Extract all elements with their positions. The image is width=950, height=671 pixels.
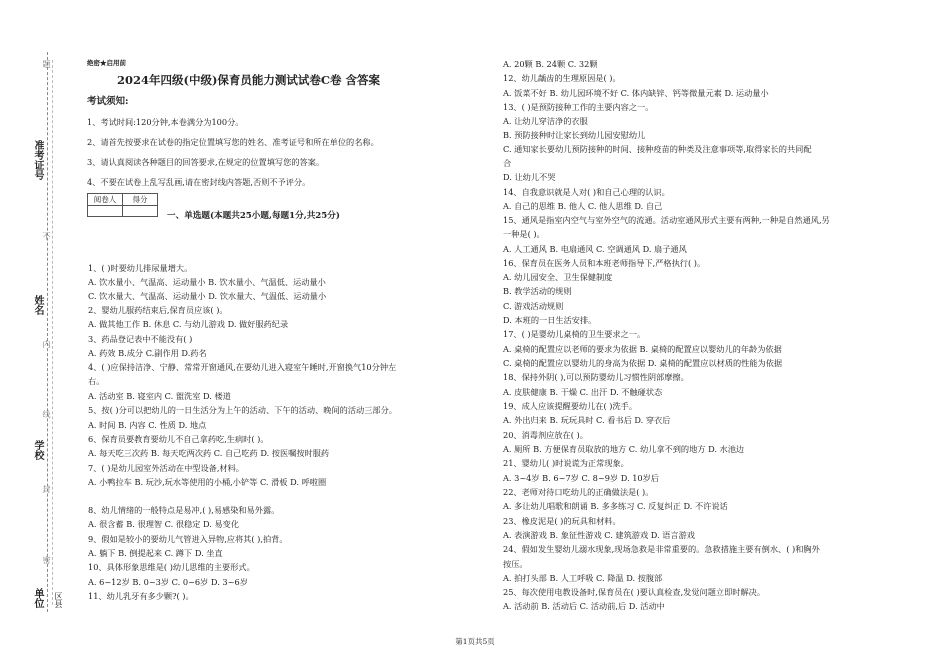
question-line: A. 时间 B. 内容 C. 性质 D. 地点 bbox=[88, 420, 207, 430]
question-line: A. 自己的思维 B. 他人 C. 他人思维 D. 自己 bbox=[503, 201, 663, 211]
question-line: 13、( )是预防接种工作的主要内容之一。 bbox=[503, 102, 654, 112]
question-line: A. 活动前 B. 活动后 C. 活动前,后 D. 活动中 bbox=[503, 601, 665, 611]
question-line: C. 桌椅的配置应以婴幼儿的身高为依据 D. 桌椅的配置应以材质的性能为依据 bbox=[503, 358, 783, 368]
question-line: B. 教学活动的规则 bbox=[503, 286, 572, 296]
question-line: 21、婴幼儿( )时说谎为正常现象。 bbox=[503, 458, 629, 468]
question-line: 6、保育员要教育要幼儿不自己拿药吃,生病时( )。 bbox=[88, 434, 269, 444]
question-line: C. 通知家长要幼儿预防接种的时间、接种疫苗的种类及注意事项等,取得家长的共同配 bbox=[503, 144, 812, 154]
question-line: 23、橡皮泥是( )的玩具和材料。 bbox=[503, 516, 621, 526]
question-line: 24、假如发生婴幼儿溺水现象,现场急救是非常重要的。急救措施主要有倒水、( )和胸外 bbox=[503, 544, 820, 554]
question-line: A. 饮水量小、气温高、运动量小 B. 饮水量小、气温低、运动量小 bbox=[88, 277, 326, 287]
question-line: A. 药效 B.成分 C.副作用 D.药名 bbox=[88, 348, 207, 358]
binding-mark: 封 bbox=[42, 485, 51, 493]
notice-item: 4、不要在试卷上乱写乱画,请在密封线内答题,否则不予评分。 bbox=[87, 177, 311, 187]
question-line: 11、幼儿乳牙有多少颗?( )。 bbox=[88, 591, 194, 601]
question-line: A. 每天吃三次药 B. 每天吃两次药 C. 自己吃药 D. 按医嘱按时服药 bbox=[88, 448, 330, 458]
question-line: 合 bbox=[503, 158, 512, 168]
question-line: A. 饭菜不好 B. 幼儿园环境不好 C. 体内缺锌、钙等微量元素 D. 运动量小 bbox=[503, 88, 769, 98]
binding-mark: 不 bbox=[42, 232, 51, 240]
exam-title: 2024年四级(中级)保育员能力测试试卷C卷 含答案 bbox=[117, 73, 381, 87]
question-line: 按压。 bbox=[503, 559, 528, 569]
question-line: 一种是( )。 bbox=[503, 229, 545, 239]
notice-heading: 考试须知: bbox=[87, 96, 129, 107]
question-line: A. 活动室 B. 寝室内 C. 盥洗室 D. 楼道 bbox=[88, 391, 231, 401]
question-line: C. 游戏活动规则 bbox=[503, 301, 564, 311]
question-line: 20、消毒剂应放在( )。 bbox=[503, 430, 588, 440]
binding-mark: 线 bbox=[42, 410, 51, 418]
question-line: 12、幼儿龋齿的生理原因是( )。 bbox=[503, 73, 621, 83]
reviewer-entry[interactable] bbox=[88, 206, 123, 217]
question-line: A. 外出归来 B. 玩玩具时 C. 看书后 D. 穿衣后 bbox=[503, 415, 671, 425]
question-line: A. 表演游戏 B. 象征性游戏 C. 建筑游戏 D. 语言游戏 bbox=[503, 530, 695, 540]
question-line: 25、每次使用电教设备时,保育员在( )要认真检查,发觉问题立即时解决。 bbox=[503, 587, 766, 597]
question-line: A. 人工通风 B. 电扇通风 C. 空调通风 D. 扇子通风 bbox=[503, 244, 687, 254]
question-line: A. 幼儿园安全、卫生保健制度 bbox=[503, 272, 613, 282]
question-line: 右。 bbox=[88, 376, 105, 386]
question-line: A. 多让幼儿唱歌和朗诵 B. 多多练习 C. 反复纠正 D. 不许说话 bbox=[503, 501, 728, 511]
question-line: 8、幼儿情绪的一般特点是易冲,( ),易感染和易外露。 bbox=[88, 505, 280, 515]
binding-mark: 内 bbox=[42, 340, 51, 348]
unit-label: 单位 bbox=[32, 588, 43, 608]
question-line: A. 躺下 B. 倒提起来 C. 蹲下 D. 坐直 bbox=[88, 548, 223, 558]
binding-line-inner bbox=[52, 60, 53, 605]
question-line: A. 皮肤健康 B. 干燥 C. 出汗 D. 不触碰状态 bbox=[503, 387, 663, 397]
question-line: A. 做其他工作 B. 休息 C. 与幼儿游戏 D. 做好服药纪录 bbox=[88, 319, 289, 329]
question-line: A. 桌椅的配置应以老师的要求为依据 B. 桌椅的配置应以婴幼儿的年龄为依据 bbox=[503, 344, 782, 354]
question-line: 14、自我意识就是人对( )和自己心理的认识。 bbox=[503, 187, 670, 197]
question-line: A. 很含蓄 B. 很理智 C. 很稳定 D. 易变化 bbox=[88, 519, 240, 529]
binding-line bbox=[47, 52, 48, 612]
exam-number-label: 准考证号 bbox=[32, 140, 43, 180]
reviewer-cell: 阅卷人 bbox=[88, 194, 123, 206]
question-line: 16、保育员在医务人员和本班老师指导下,严格执行( )。 bbox=[503, 258, 706, 268]
notice-item: 2、请首先按要求在试卷的指定位置填写您的姓名、准考证号和所在单位的名称。 bbox=[87, 137, 379, 147]
question-line: C. 饮水量大、气温高、运动量小 D. 饮水量大、气温低、运动量小 bbox=[88, 291, 327, 301]
district-label: 区县 bbox=[54, 592, 63, 608]
score-cell: 得分 bbox=[123, 194, 158, 206]
question-line: A. 6~12岁 B. 0~3岁 C. 0~6岁 D. 3~6岁 bbox=[88, 577, 248, 587]
question-line: A. 小鸭拉车 B. 玩沙,玩水等使用的小桶,小铲等 C. 滑板 D. 呼啦圈 bbox=[88, 477, 327, 487]
question-line: A. 厕所 B. 方便保育员取放的地方 C. 幼儿拿不到的地方 D. 水池边 bbox=[503, 444, 745, 454]
question-line: 2、婴幼儿服药结束后,保育员应该( )。 bbox=[88, 305, 228, 315]
question-line: 18、保持外阴( ),可以预防婴幼儿习惯性阴部摩擦。 bbox=[503, 372, 689, 382]
question-line: D. 本班的一日生活安排。 bbox=[503, 315, 597, 325]
question-line: 9、假如是较小的要幼儿气管进入异物,应将其( ),拍背。 bbox=[88, 534, 288, 544]
school-label: 学校 bbox=[32, 440, 43, 460]
section-heading: 一、单选题(本题共25小题,每题1分,共25分) bbox=[167, 211, 340, 221]
question-line: A. 20颗 B. 24颗 C. 32颗 bbox=[503, 59, 598, 69]
question-line: B. 预防接种时让家长到幼儿园安慰幼儿 bbox=[503, 130, 646, 140]
question-line: 10、具体形象思维是( )幼儿思维的主要形式。 bbox=[88, 562, 255, 572]
question-line: 19、成人应该提醒要幼儿在( )洗手。 bbox=[503, 401, 638, 411]
question-line: A. 3~4岁 B. 6~7岁 C. 8~9岁 D. 10岁后 bbox=[503, 473, 659, 483]
question-line: 5、按( )分可以把幼儿的一日生活分为上午的活动、下午的活动、晚间的活动三部分。 bbox=[88, 405, 397, 415]
name-label: 姓名 bbox=[32, 295, 43, 315]
question-line: 7、( )是幼儿园室外活动在中型设备,材料。 bbox=[88, 463, 244, 473]
question-line: 17、( )是婴幼儿桌椅的卫生要求之一。 bbox=[503, 329, 646, 339]
question-line: A. 让幼儿穿洁净的衣服 bbox=[503, 116, 588, 126]
question-line: 15、通风是指室内空气与室外空气的流通。活动室通风形式主要有两种,一种是自然通风,另 bbox=[503, 215, 830, 225]
score-box bbox=[87, 193, 158, 217]
notice-item: 1、考试时间:120分钟,本卷满分为100分。 bbox=[87, 117, 244, 127]
score-entry[interactable] bbox=[123, 206, 158, 217]
notice-item: 3、请认真阅读各种题目的回答要求,在规定的位置填写您的答案。 bbox=[87, 157, 325, 167]
question-line: D. 让幼儿不哭 bbox=[503, 172, 556, 182]
binding-mark: 密 bbox=[42, 556, 51, 564]
question-line: 1、( )时要幼儿排尿量增大。 bbox=[88, 263, 193, 273]
page-footer: 第1页共5页 bbox=[455, 637, 495, 646]
question-line: 3、药品登记表中不能没有( ) bbox=[88, 334, 193, 344]
question-line: A. 拍打头部 B. 人工呼吸 C. 降温 D. 按腹部 bbox=[503, 573, 663, 583]
question-line: 22、老师对待口吃幼儿的正确做法是( )。 bbox=[503, 487, 654, 497]
secret-mark: 绝密★启用前 bbox=[87, 59, 126, 67]
binding-mark: 题 bbox=[42, 60, 51, 68]
question-line: 4、( )应保持洁净、宁静、常常开窗通风,在要幼儿进入寝室午睡时,开窗换气10分钟左 bbox=[88, 362, 397, 372]
